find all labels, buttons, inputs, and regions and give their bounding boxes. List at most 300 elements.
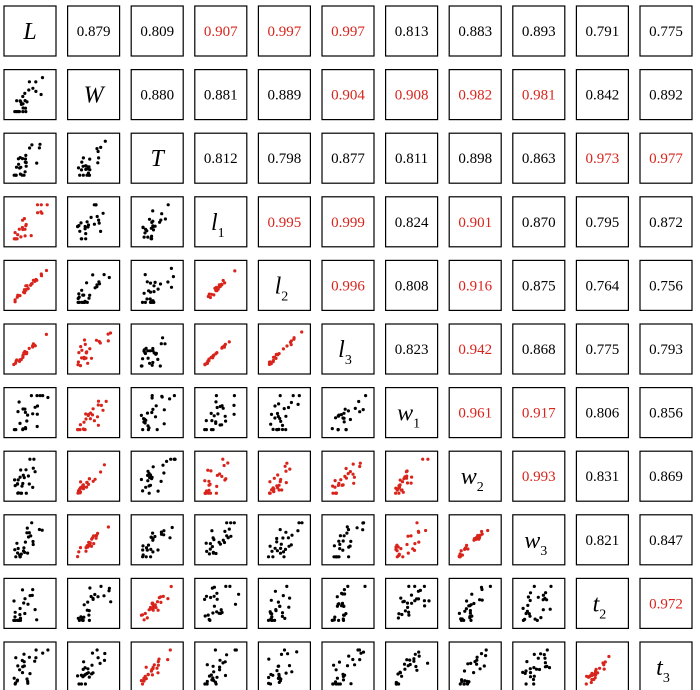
scatter-point xyxy=(271,555,274,558)
scatter-point xyxy=(543,597,546,600)
scatter-point xyxy=(419,589,422,592)
scatter-point xyxy=(145,666,148,669)
scatter-point xyxy=(151,224,154,227)
scatter-point xyxy=(170,585,173,588)
scatter-point xyxy=(278,605,281,608)
scatter-point xyxy=(210,412,213,415)
cell-4-4 xyxy=(258,260,310,310)
scatter-point xyxy=(284,531,287,534)
correlation-value: 0.997 xyxy=(267,24,302,40)
correlation-value: 0.756 xyxy=(649,278,683,295)
scatter-point xyxy=(423,585,426,588)
scatter-point xyxy=(362,651,365,654)
correlation-value: 0.811 xyxy=(394,151,429,168)
scatter-point xyxy=(279,528,282,531)
scatter-point xyxy=(21,659,24,662)
scatter-point xyxy=(417,541,420,544)
scatter-point xyxy=(17,157,20,160)
scatter-point xyxy=(163,342,166,345)
scatter-point xyxy=(17,163,20,166)
scatter-point xyxy=(162,529,165,532)
scatter-point xyxy=(83,301,86,304)
scatter-point xyxy=(270,550,273,553)
scatter-point xyxy=(108,587,111,590)
scatter-point xyxy=(77,617,80,620)
correlation-value: 0.898 xyxy=(458,151,493,168)
scatter-point xyxy=(604,660,607,663)
scatter-point xyxy=(92,407,95,410)
cell-1-5 xyxy=(322,70,374,120)
scatter-point xyxy=(24,170,27,173)
scatter-point xyxy=(484,654,487,657)
scatter-point xyxy=(16,679,19,682)
scatter-point xyxy=(489,585,492,588)
scatter-point xyxy=(143,418,146,421)
scatter-point xyxy=(338,547,341,550)
scatter-point xyxy=(99,470,102,473)
scatter-point xyxy=(358,410,361,413)
scatter-point xyxy=(273,416,276,419)
scatter-point xyxy=(142,553,145,556)
scatter-point xyxy=(283,648,286,651)
scatter-point xyxy=(77,166,80,169)
cell-2-7 xyxy=(449,133,501,183)
scatter-point xyxy=(274,357,277,360)
scatter-point xyxy=(339,534,342,537)
scatter-point xyxy=(362,521,365,524)
cell-10-7 xyxy=(449,642,501,690)
variable-name: l xyxy=(338,337,345,363)
scatter-point xyxy=(91,597,94,600)
scatter-point xyxy=(24,110,27,113)
scatter-point xyxy=(141,682,144,685)
scatter-point xyxy=(25,677,28,680)
scatter-point xyxy=(28,458,31,461)
scatter-point xyxy=(397,616,400,619)
scatter-point xyxy=(406,535,409,538)
scatter-point xyxy=(14,682,17,685)
scatter-point xyxy=(290,339,293,342)
scatter-point xyxy=(281,428,284,431)
scatter-point xyxy=(90,216,93,219)
scatter-point xyxy=(152,290,155,293)
scatter-point xyxy=(403,663,406,666)
scatter-point xyxy=(356,526,359,529)
scatter-point xyxy=(215,676,218,679)
scatter-point xyxy=(298,394,301,397)
scatter-point xyxy=(146,549,149,552)
scatter-point xyxy=(279,547,282,550)
scatter-point xyxy=(205,428,208,431)
scatter-point xyxy=(341,416,344,419)
variable-name: w xyxy=(460,464,477,491)
cell-10-9 xyxy=(576,642,628,690)
scatter-point xyxy=(353,663,356,666)
cell-6-7 xyxy=(449,388,501,438)
cell-5-3 xyxy=(195,324,247,374)
scatter-point xyxy=(30,394,33,397)
scatter-point xyxy=(146,479,149,482)
correlation-value: 0.901 xyxy=(458,214,493,231)
cell-6-3 xyxy=(195,388,247,438)
cell-9-7 xyxy=(449,578,501,628)
scatter-point xyxy=(39,210,42,213)
scatter-point xyxy=(406,602,409,605)
scatter-point xyxy=(97,656,100,659)
scatter-point xyxy=(25,492,28,495)
scatter-point xyxy=(215,351,218,354)
scatter-point xyxy=(92,542,95,545)
scatter-point xyxy=(345,467,348,470)
scatter-point xyxy=(290,401,293,404)
cell-1-7 xyxy=(449,70,501,120)
cell-0-9 xyxy=(576,6,628,56)
scatter-point xyxy=(32,279,35,282)
scatter-point xyxy=(92,480,95,483)
scatter-point xyxy=(13,478,16,481)
scatter-point xyxy=(525,682,528,685)
scatter-point xyxy=(273,477,276,480)
scatter-point xyxy=(152,284,155,287)
scatter-point xyxy=(146,616,149,619)
scatter-point xyxy=(148,218,151,221)
scatter-point xyxy=(93,593,96,596)
cell-5-9 xyxy=(576,324,628,374)
scatter-point xyxy=(212,293,215,296)
scatter-point xyxy=(22,174,25,177)
cell-frame xyxy=(4,133,56,183)
scatter-point xyxy=(20,553,23,556)
scatter-point xyxy=(427,599,430,602)
scatter-point xyxy=(77,682,80,685)
cell-frame xyxy=(258,451,310,501)
scatter-point xyxy=(354,407,357,410)
variable-subscript: 3 xyxy=(540,543,548,559)
scatter-point xyxy=(90,672,93,675)
scatter-point xyxy=(275,540,278,543)
scatter-point xyxy=(79,480,82,483)
scatter-point xyxy=(344,408,347,411)
scatter-point xyxy=(480,652,483,655)
scatter-point xyxy=(108,276,111,279)
cell-3-8 xyxy=(513,197,565,247)
scatter-point xyxy=(143,618,146,621)
scatter-point xyxy=(171,526,174,529)
scatter-point xyxy=(549,608,552,611)
scatter-point xyxy=(426,662,429,665)
correlation-value: 0.999 xyxy=(331,214,365,231)
cell-10-4 xyxy=(258,642,310,690)
cell-9-8 xyxy=(513,578,565,628)
scatter-point xyxy=(346,525,349,528)
scatter-point xyxy=(339,478,342,481)
scatter-point xyxy=(285,672,288,675)
scatter-point xyxy=(218,659,221,662)
scatter-point xyxy=(149,291,152,294)
scatter-point xyxy=(82,487,85,490)
scatter-point xyxy=(19,607,22,610)
scatter-point xyxy=(151,673,154,676)
scatter-point xyxy=(141,428,144,431)
scatter-point xyxy=(288,664,291,667)
scatter-point xyxy=(148,472,151,475)
cell-0-10 xyxy=(640,6,692,56)
cell-3-0 xyxy=(4,197,56,247)
scatter-point xyxy=(161,464,164,467)
scatter-point xyxy=(469,619,472,622)
scatter-point xyxy=(357,400,360,403)
scatter-point xyxy=(16,492,19,495)
scatter-point xyxy=(32,543,35,546)
cell-1-4 xyxy=(258,70,310,120)
scatter-point xyxy=(598,667,601,670)
scatter-point xyxy=(342,605,345,608)
cell-9-5 xyxy=(322,578,374,628)
scatter-point xyxy=(338,661,341,664)
scatter-point xyxy=(603,668,606,671)
cell-9-2 xyxy=(131,578,183,628)
scatter-point xyxy=(461,617,464,620)
scatter-point xyxy=(225,534,228,537)
scatter-point xyxy=(18,228,21,231)
cell-2-10 xyxy=(640,133,692,183)
scatter-point xyxy=(99,230,102,233)
scatter-point xyxy=(479,534,482,537)
scatter-point xyxy=(346,664,349,667)
scatter-point xyxy=(82,619,85,622)
scatter-point xyxy=(296,529,299,532)
scatter-point xyxy=(24,426,27,429)
scatter-point xyxy=(413,542,416,545)
scatter-point xyxy=(163,408,166,411)
cell-1-1 xyxy=(68,70,120,120)
scatter-point xyxy=(168,397,171,400)
cell-4-3 xyxy=(195,260,247,310)
correlation-value: 0.904 xyxy=(331,87,365,104)
scatter-point xyxy=(469,612,472,615)
scatter-point xyxy=(340,592,343,595)
cell-3-7 xyxy=(449,197,501,247)
cell-1-0 xyxy=(4,70,56,120)
scatter-point xyxy=(79,345,82,348)
variable-name: w xyxy=(524,527,541,554)
variable-label xyxy=(22,19,36,45)
scatter-point xyxy=(36,203,39,206)
cell-5-1 xyxy=(68,324,120,374)
cell-frame xyxy=(131,515,183,565)
variable-subscript: 3 xyxy=(344,353,352,368)
scatter-point xyxy=(97,150,100,153)
scatter-point xyxy=(332,664,335,667)
scatter-point xyxy=(159,364,162,367)
scatter-point xyxy=(22,546,25,549)
scatter-point xyxy=(165,460,168,463)
scatter-point xyxy=(272,428,275,431)
scatter-point xyxy=(77,428,80,431)
scatter-point xyxy=(86,601,89,604)
cell-6-2 xyxy=(131,388,183,438)
scatter-point xyxy=(160,480,163,483)
scatter-point xyxy=(469,662,472,665)
correlation-value: 0.893 xyxy=(521,24,556,40)
scatter-point xyxy=(149,548,152,551)
scatter-point xyxy=(361,528,364,531)
scatter-point xyxy=(280,543,283,546)
scatter-point xyxy=(472,671,475,674)
scatter-point xyxy=(281,424,284,427)
scatter-point xyxy=(23,92,26,95)
scatter-point xyxy=(147,544,150,547)
scatter-point xyxy=(84,237,87,240)
scatter-point xyxy=(362,408,365,411)
scatter-point xyxy=(300,521,303,524)
scatter-point xyxy=(536,619,539,622)
cell-frame xyxy=(131,324,183,374)
scatter-point xyxy=(272,359,275,362)
scatter-point xyxy=(157,609,160,612)
correlation-value: 0.881 xyxy=(203,87,238,104)
scatter-point xyxy=(83,674,86,677)
scatter-point xyxy=(170,267,173,270)
scatter-point xyxy=(18,619,21,622)
scatter-point xyxy=(142,226,145,229)
scatter-point xyxy=(270,615,273,618)
scatter-point xyxy=(162,595,165,598)
scatter-point xyxy=(210,529,213,532)
scatter-point xyxy=(343,420,346,423)
cell-7-0 xyxy=(4,451,56,501)
scatter-point xyxy=(398,553,401,556)
scatter-point xyxy=(344,428,347,431)
scatter-point xyxy=(335,668,338,671)
scatter-point xyxy=(347,655,350,658)
cell-4-1 xyxy=(68,260,120,310)
scatter-point xyxy=(216,412,219,415)
scatter-point xyxy=(15,99,18,102)
scatter-point xyxy=(80,161,83,164)
scatter-point xyxy=(342,614,345,617)
scatter-point xyxy=(14,555,17,558)
scatter-point xyxy=(153,663,156,666)
scatter-point xyxy=(228,528,231,531)
scatter-point xyxy=(341,549,344,552)
correlation-value: 0.798 xyxy=(267,151,302,168)
scatter-point xyxy=(154,353,157,356)
scatter-point xyxy=(233,394,236,397)
scatter-point xyxy=(18,613,21,616)
scatter-point xyxy=(152,301,155,304)
scatter-point xyxy=(77,297,80,300)
scatter-point xyxy=(145,297,148,300)
scatter-point xyxy=(23,288,26,291)
scatter-point xyxy=(397,682,400,685)
scatter-point xyxy=(331,682,334,685)
scatter-point xyxy=(36,425,39,428)
correlation-value: 0.908 xyxy=(394,87,429,104)
scatter-point xyxy=(212,665,215,668)
scatter-point xyxy=(95,147,98,150)
scatter-point xyxy=(295,650,298,653)
scatter-point xyxy=(149,555,152,558)
cell-3-1 xyxy=(68,197,120,247)
cell-frame xyxy=(68,388,120,438)
scatter-point xyxy=(226,461,229,464)
cell-2-2 xyxy=(131,133,183,183)
scatter-point xyxy=(269,360,272,363)
scatter-point xyxy=(15,166,18,169)
scatter-point xyxy=(394,492,397,495)
cell-frame xyxy=(4,515,56,565)
scatter-point xyxy=(21,482,24,485)
scatter-point xyxy=(78,174,81,177)
scatter-point xyxy=(17,547,20,550)
scatter-point xyxy=(234,603,237,606)
scatter-point xyxy=(88,294,91,297)
scatter-point xyxy=(29,534,32,537)
scatter-point xyxy=(483,664,486,667)
cell-7-3 xyxy=(195,451,247,501)
scatter-point xyxy=(465,599,468,602)
scatter-point xyxy=(460,680,463,683)
cell-3-5 xyxy=(322,197,374,247)
cell-10-1 xyxy=(68,642,120,690)
scatter-point xyxy=(403,668,406,671)
scatter-point xyxy=(83,338,86,341)
scatter-point xyxy=(273,404,276,407)
scatter-point xyxy=(213,595,216,598)
correlation-value: 0.869 xyxy=(649,469,683,486)
scatter-point xyxy=(224,674,227,677)
correlation-value: 0.982 xyxy=(458,87,493,104)
correlation-value: 0.856 xyxy=(649,405,683,422)
scatter-point xyxy=(358,658,361,661)
scatter-point xyxy=(353,476,356,479)
scatter-point xyxy=(400,675,403,678)
scatter-point xyxy=(14,611,17,614)
scatter-point xyxy=(220,283,223,286)
scatter-point xyxy=(290,543,293,546)
scatter-point xyxy=(96,595,99,598)
scatter-point xyxy=(103,273,106,276)
scatter-point xyxy=(147,426,150,429)
scatter-point xyxy=(29,594,32,597)
scatter-point xyxy=(30,234,33,237)
scatter-point xyxy=(203,363,206,366)
scatter-point xyxy=(282,594,285,597)
cell-7-6 xyxy=(386,451,438,501)
scatter-point xyxy=(93,223,96,226)
scatter-point xyxy=(168,536,171,539)
scatter-point xyxy=(166,280,169,283)
scatter-point xyxy=(160,533,163,536)
scatter-point xyxy=(84,232,87,235)
scatter-point xyxy=(277,601,280,604)
scatter-point xyxy=(526,604,529,607)
cell-3-9 xyxy=(576,197,628,247)
scatter-point xyxy=(102,594,105,597)
scatter-point xyxy=(207,484,210,487)
cell-8-5 xyxy=(322,515,374,565)
scatter-point xyxy=(405,477,408,480)
scatter-point xyxy=(46,203,49,206)
scatter-point xyxy=(97,156,100,159)
correlation-value: 0.847 xyxy=(649,532,683,549)
scatter-point xyxy=(14,231,17,234)
scatter-point xyxy=(22,601,25,604)
scatter-point xyxy=(396,549,399,552)
scatter-point xyxy=(154,606,157,609)
scatter-point xyxy=(423,604,426,607)
